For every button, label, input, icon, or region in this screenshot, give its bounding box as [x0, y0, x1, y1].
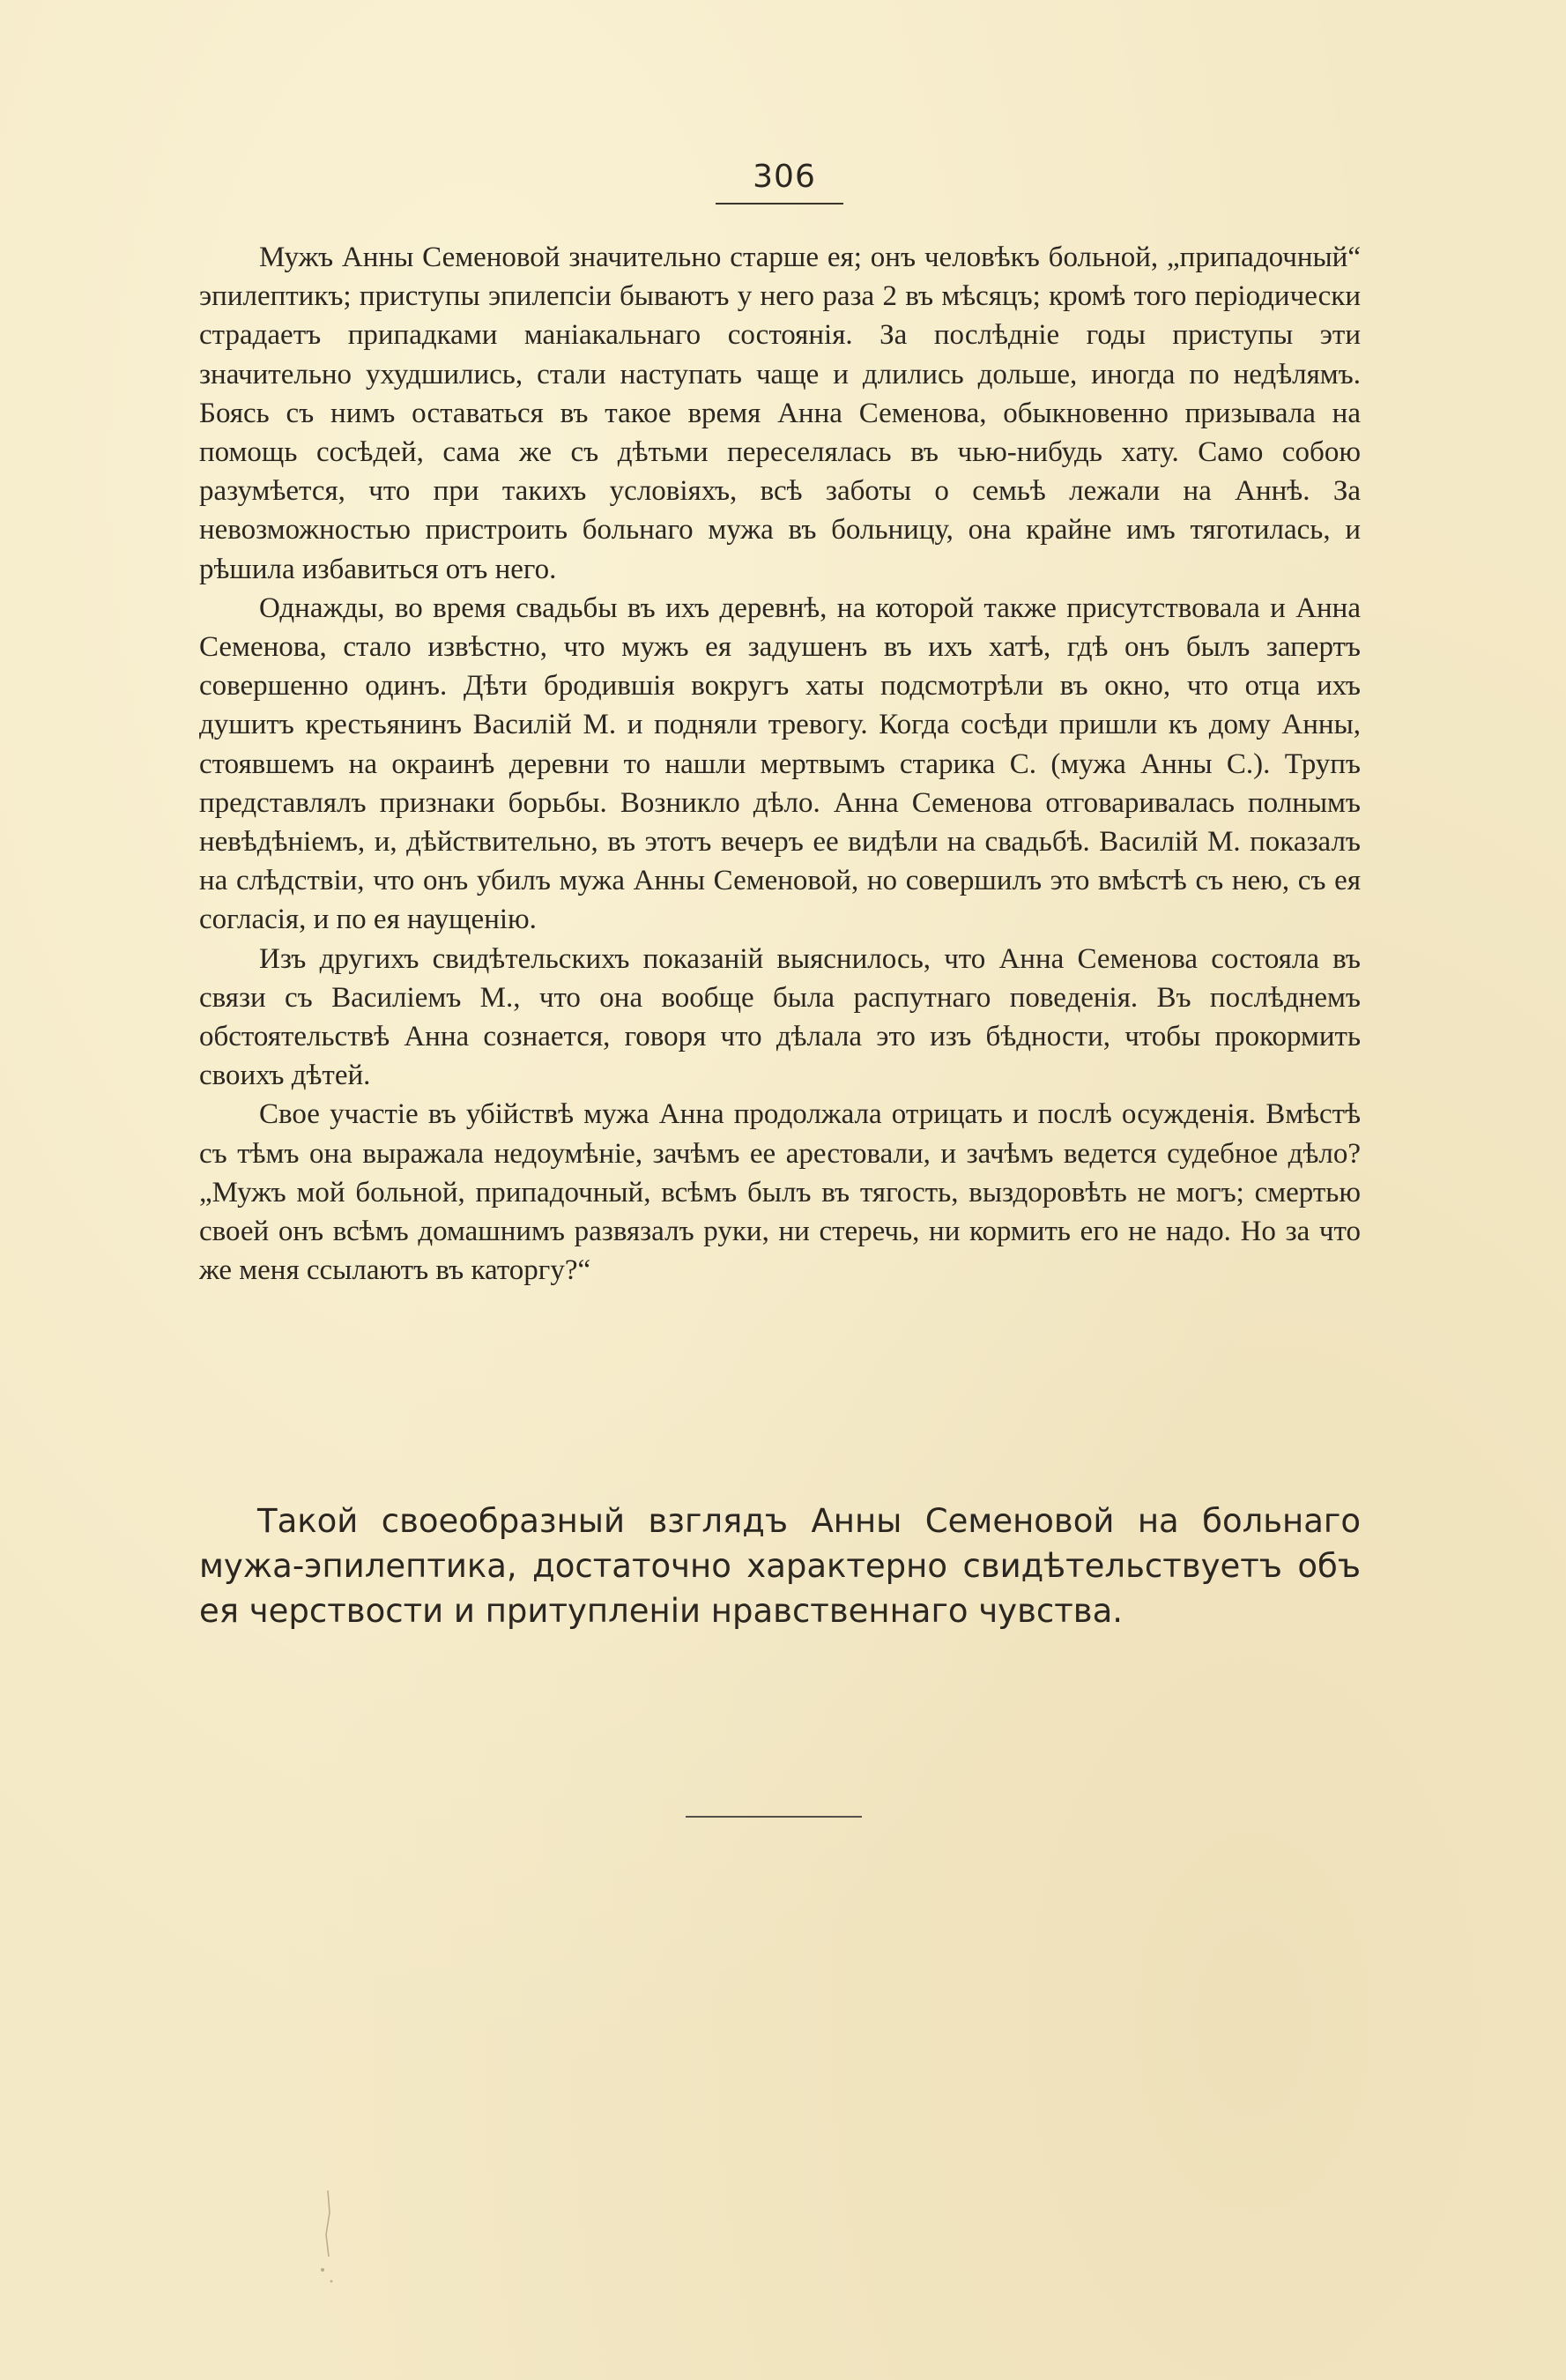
page-number-rule	[716, 203, 843, 205]
paper-speck-marks	[310, 2186, 345, 2292]
page-number: 306	[753, 159, 816, 195]
conclusion-paragraph: Такой своеобразный взглядъ Анны Семеновой на больнаго мужа-эпилептика, достаточно характерно свидѣтельствуетъ объ ея черствости и притупленіи нравственнаго чувства.	[199, 1502, 1361, 1630]
end-rule	[686, 1816, 862, 1818]
paragraph-3: Изъ другихъ свидѣтельскихъ показаній выяснилось, что Анна Семенова состояла въ связи съ Василіемъ М., что она вообще была распутнаго поведенія. Въ послѣднемъ обстоятельствѣ Анна сознается, говоря что дѣлала это изъ бѣдности, чтобы прокормить своихъ дѣтей.	[199, 942, 1361, 1092]
paragraph-1: Мужъ Анны Семеновой значительно старше ея; онъ человѣкъ больной, „припадочный“ эпилептикъ; приступы эпилепсіи бываютъ у него раза 2 въ мѣсяцъ; кромѣ того періодически страдаетъ припадками маніакальнаго состоянія. За послѣдніе годы приступы эти значительно ухудшились, стали наступать чаще и длились дольше, иногда по недѣлямъ. Боясь съ нимъ оставаться въ такое время Анна Семенова, обыкновенно призывала на помощь сосѣдей, сама же съ дѣтьми переселялась въ чью-нибудь хату. Само собою разумѣется, что при такихъ условіяхъ, всѣ заботы о семьѣ лежали на Аннѣ. За невозможностью пристроить больнаго мужа въ больницу, она крайне имъ тяготилась, и рѣшила избавиться отъ него.	[199, 242, 1361, 585]
paragraph-4: Свое участіе въ убійствѣ мужа Анна продолжала отрицать и послѣ осужденія. Вмѣстѣ съ тѣмъ она выражала недоумѣніе, зачѣмъ ее арестовали, и зачѣмъ ведется судебное дѣло? „Мужъ мой больной, припадочный, всѣмъ былъ въ тягость, выздоровѣть не могъ; смертью своей онъ всѣмъ домашнимъ развязалъ руки, ни стеречь, ни кормить его не надо. Но за что же меня ссылаютъ въ каторгу?“	[199, 1098, 1361, 1287]
paragraph-2: Однажды, во время свадьбы въ ихъ деревнѣ, на которой также присутствовала и Анна Семенова, стало извѣстно, что мужъ ея задушенъ въ ихъ хатѣ, гдѣ онъ былъ запертъ совершенно одинъ. Дѣти бродившія вокругъ хаты подсмотрѣли въ окно, что отца ихъ душитъ крестьянинъ Василій М. и подняли тревогу. Когда сосѣди пришли къ дому Анны, стоявшемъ на окраинѣ деревни то нашли мертвымъ старика С. (мужа Анны С.). Трупъ представлялъ признаки борьбы. Возникло дѣло. Анна Семенова отговаривалась полнымъ невѣдѣніемъ, и, дѣйствительно, въ этотъ вечеръ ее видѣли на свадьбѣ. Василій М. показалъ на слѣдствіи, что онъ убилъ мужа Анны Семеновой, но совершилъ это вмѣстѣ съ нею, съ ея согласія, и по ея наущенію.	[199, 591, 1361, 936]
body-text	[199, 238, 1361, 1290]
